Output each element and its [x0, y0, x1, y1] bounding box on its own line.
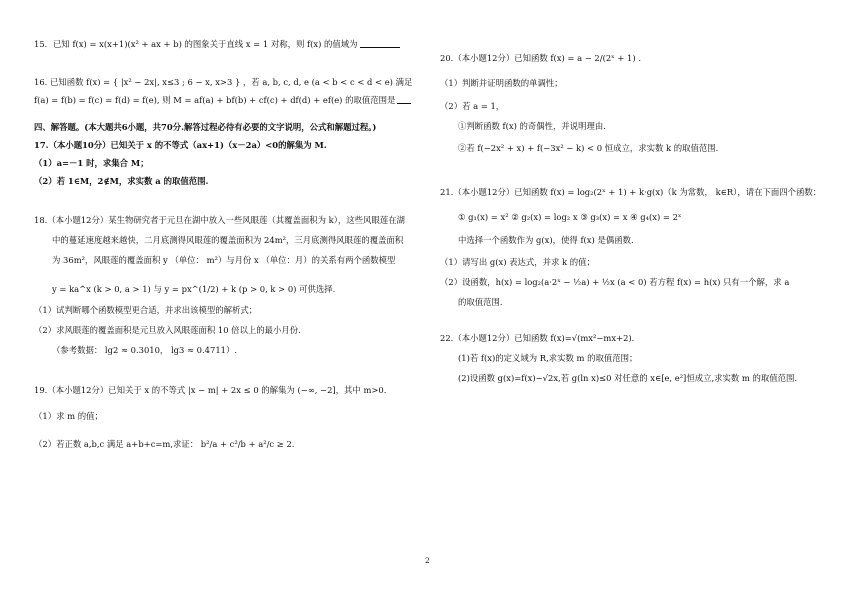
question-19: 19.（本小题12分）已知关于 x 的不等式 |x − m| + 2x ≤ 0 的解集为 (−∞, −2]，其中 m>0.: [34, 385, 387, 395]
question-22-part2: (2)设函数 g(x)=f(x)−√2x,若 g(ln x)≤0 对任意的 x∈[e, e²]恒成立,求实数 m 的取值范围.: [458, 373, 798, 383]
question-20-part2a: ①判断函数 f(x) 的奇偶性，并说明理由.: [458, 121, 606, 131]
question-20: 20.（本小题12分）已知函数 f(x) = a − 2/(2ˣ + 1) .: [440, 53, 641, 63]
question-18-line3: 为 36m²，风眼莲的覆盖面积 y （单位： m²）与月份 x （单位：月）的关系有两个函数模型: [52, 255, 396, 265]
answer-blank: [397, 94, 411, 104]
question-18-line2: 中的蔓延速度越来越快，二月底测得风眼莲的覆盖面积为 24m²，三月底测得风眼莲的覆盖面积: [52, 235, 404, 245]
question-21-part2: （2）设函数，h(x) = log₂(a·2ˣ − ½a) + ½x (a < 0) 若方程 f(x) = h(x) 只有一个解，求 a: [440, 277, 790, 287]
question-18-models: y = ka^x (k > 0, a > 1) 与 y = px^(1/2) + k (p > 0, k > 0) 可供选择.: [52, 284, 336, 294]
question-21-options: ① g₁(x) = x² ② g₂(x) = log₂ x ③ g₃(x) = x ④ g₄(x) = 2ˣ: [458, 212, 682, 222]
question-22: 22.（本小题12分）已知函数 f(x)=√(mx²−mx+2).: [440, 333, 635, 343]
question-21-line2: 中选择一个函数作为 g(x)，使得 f(x) 是偶函数.: [458, 235, 634, 245]
question-17-part2: （2）若 1∈M，2∉M，求实数 a 的取值范围.: [34, 176, 209, 186]
question-16-line2: f(a) = f(b) = f(c) = f(d) = f(e), 则 M = af(a) + bf(b) + cf(c) + df(d) + ef(e) 的取值范围是: [34, 94, 411, 106]
question-20-part1: （1）判断并证明函数的单调性；: [440, 78, 563, 88]
question-18-part2: （2）求风眼莲的覆盖面积是元旦放入风眼莲面积 10 倍以上的最小月份.: [34, 325, 301, 335]
question-19-part1: （1）求 m 的值；: [34, 411, 103, 421]
question-21: 21.（本小题12分）已知函数 f(x) = log₂(2ˣ + 1) + k·g(x)（k 为常数， k∈R），请在下面四个函数：: [440, 187, 822, 197]
section-heading: 四、解答题。(本大题共6小题，共70分.解答过程必待有必要的文字说明，公式和解题过程。): [34, 122, 377, 132]
question-18-reference: （参考数据： lg2 ≈ 0.3010， lg3 ≈ 0.4711）.: [52, 345, 238, 355]
question-21-part1: （1）请写出 g(x) 表达式，并求 k 的值；: [440, 257, 595, 267]
question-17: 17.（本小题10分）已知关于 x 的不等式（ax+1)（x－2a）<0的解集为 M.: [34, 140, 327, 150]
question-22-part1: (1)若 f(x)的定义域为 R,求实数 m 的取值范围；: [458, 353, 638, 363]
question-15: 15．已知 f(x) = x(x+1)(x² + ax + b) 的图象关于直线 x = 1 对称，则 f(x) 的值域为: [34, 38, 400, 50]
question-19-part2: （2）若正数 a,b,c 满足 a+b+c=m,求证： b²/a + c²/b + a²/c ≥ 2.: [34, 439, 295, 449]
question-21-part2-cont: 的取值范围.: [458, 297, 503, 307]
question-17-part1: （1）a=－1 时，求集合 M；: [34, 158, 149, 168]
page-number: 2: [425, 556, 430, 565]
question-20-part2: （2）若 a = 1，: [440, 101, 505, 111]
answer-blank: [360, 38, 400, 48]
question-18-part1: （1）试判断哪个函数模型更合适，并求出该模型的解析式；: [34, 305, 258, 315]
question-16-line1: 16. 已知函数 f(x) = { |x² − 2x|, x≤3 ; 6 − x, x>3 } ，若 a, b, c, d, e (a < b < c < d < e) 满足: [34, 77, 413, 87]
question-18-line1: 18.（本小题12分）某生物研究者于元旦在湖中放入一些风眼莲（其覆盖面积为 k），这些风眼莲在湖: [34, 215, 405, 225]
question-20-part2b: ②若 f(−2x² + x) + f(−3x² − k) < 0 恒成立，求实数 k 的取值范围.: [458, 143, 719, 153]
